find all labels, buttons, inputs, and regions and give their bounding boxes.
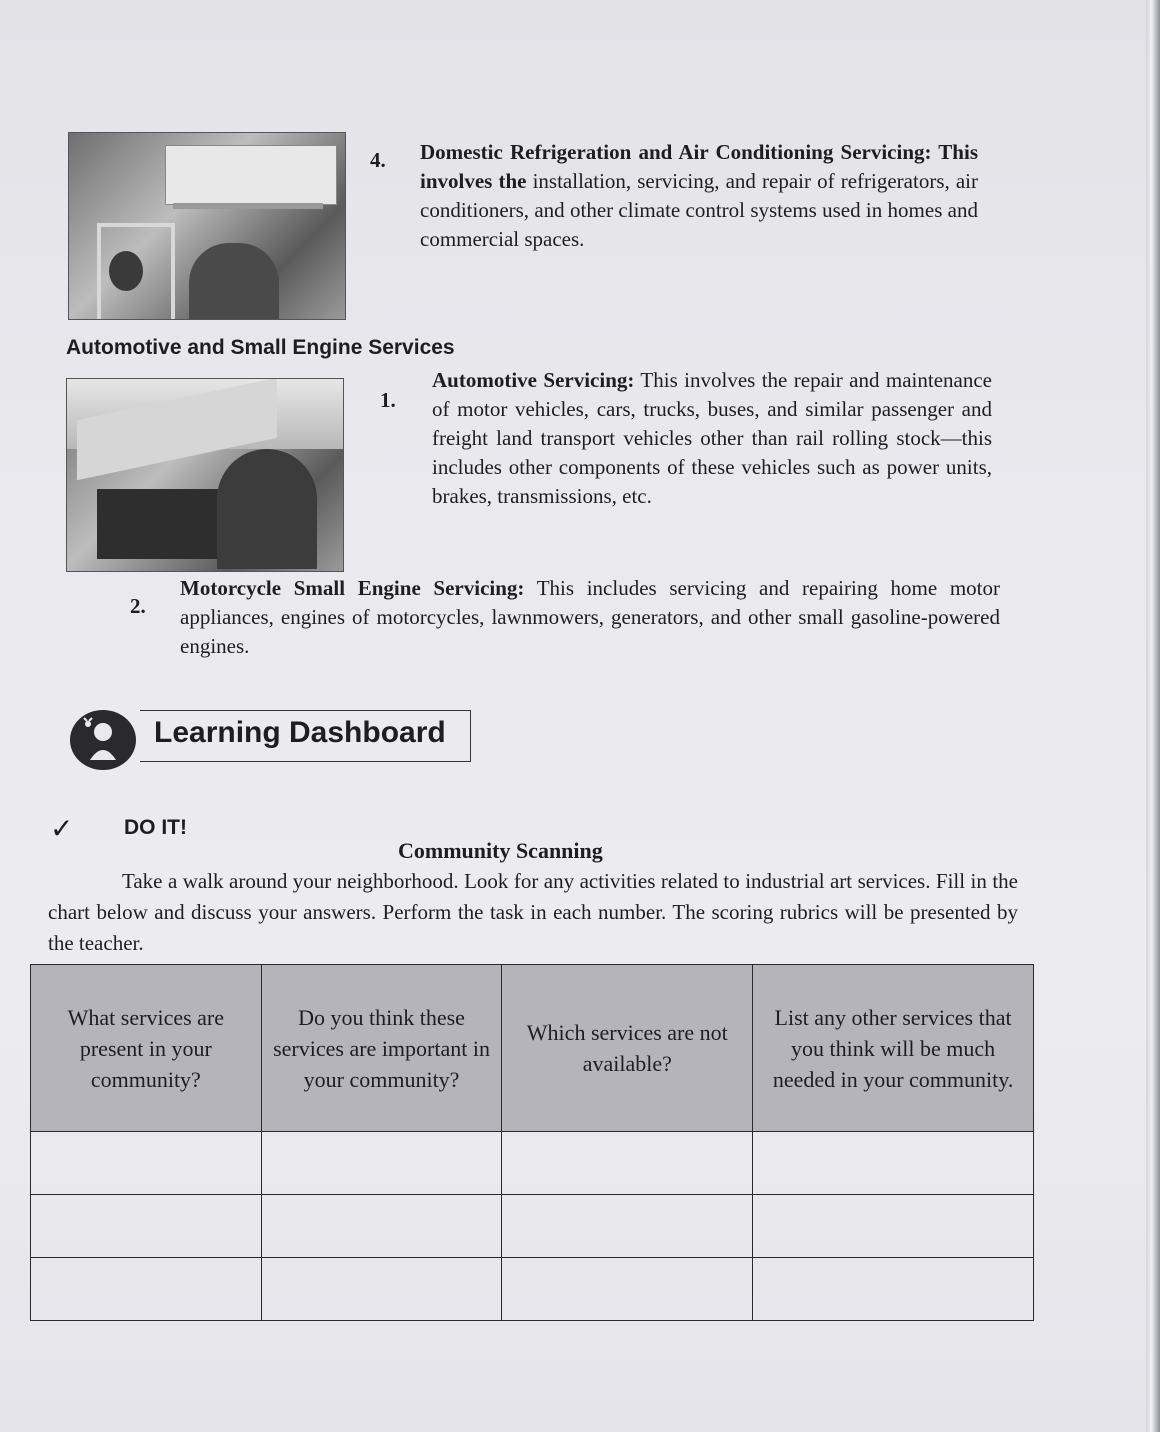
- item-number: 4.: [370, 148, 386, 172]
- activity-instructions: Take a walk around your neighborhood. Look for any activities related to industrial art services. Fill in the chart below and discuss your answers. Perform the task in each number. The scoring rubrics will be presented by the teacher.: [48, 869, 1018, 955]
- table-cell[interactable]: [31, 1132, 262, 1195]
- table-row: [31, 1195, 1034, 1258]
- table-cell[interactable]: [753, 1258, 1034, 1321]
- item-number: 1.: [380, 388, 396, 412]
- column-header-services-unavailable: Which services are not available?: [502, 965, 753, 1132]
- column-header-services-important: Do you think these services are important in your community?: [261, 965, 502, 1132]
- list-item-automotive: [380, 366, 992, 511]
- table-row: [31, 1258, 1034, 1321]
- list-item-refrigeration: [370, 138, 978, 254]
- item-number: 2.: [130, 594, 146, 618]
- table-cell[interactable]: [502, 1132, 753, 1195]
- table-cell[interactable]: [31, 1195, 262, 1258]
- community-scanning-chart: [30, 964, 1034, 1321]
- table-header-row: [31, 965, 1034, 1132]
- item-term: Motorcycle Small Engine Servicing:: [180, 576, 525, 600]
- list-item-motorcycle: [130, 574, 1000, 661]
- table-cell[interactable]: [502, 1258, 753, 1321]
- section-heading: Automotive and Small Engine Services: [66, 336, 455, 359]
- table-cell[interactable]: [502, 1195, 753, 1258]
- table-row: [31, 1132, 1034, 1195]
- dashboard-title: Learning Dashboard: [154, 716, 446, 749]
- automotive-servicing-photo: [66, 378, 344, 572]
- item-term: Automotive Servicing:: [432, 368, 635, 392]
- item-term: Domestic Refrigeration and Air Conditioning Servicing: This involves the: [420, 140, 978, 193]
- checkmark-icon: ✓: [50, 814, 74, 845]
- book-binding-edge: [1146, 0, 1160, 1432]
- table-cell[interactable]: [753, 1132, 1034, 1195]
- table-cell[interactable]: [261, 1132, 502, 1195]
- item-text: This involves the repair and maintenance of motor vehicles, cars, trucks, buses, and similar passenger and freight land transport vehicles other than rail rolling stock—this includes other components of these vehicles such as power units, brakes, transmissions, etc.: [432, 368, 992, 508]
- aircon-repair-photo: [68, 132, 346, 320]
- table-cell[interactable]: [753, 1195, 1034, 1258]
- activity-title: Community Scanning: [398, 838, 603, 863]
- thinking-person-icon: [70, 710, 136, 770]
- column-header-services-needed: List any other services that you think will be much needed in your community.: [753, 965, 1034, 1132]
- column-header-services-present: What services are present in your community?: [31, 965, 262, 1132]
- item-text: This includes servicing and repairing home motor appliances, engines of motorcycles, lawnmowers, generators, and other small gasoline-powered engines.: [180, 576, 1000, 658]
- table-cell[interactable]: [261, 1258, 502, 1321]
- table-cell[interactable]: [261, 1195, 502, 1258]
- item-text: installation, servicing, and repair of refrigerators, air conditioners, and other climate control systems used in homes and commercial spaces.: [420, 169, 978, 251]
- table-cell[interactable]: [31, 1258, 262, 1321]
- activity-label: DO IT!: [124, 816, 187, 839]
